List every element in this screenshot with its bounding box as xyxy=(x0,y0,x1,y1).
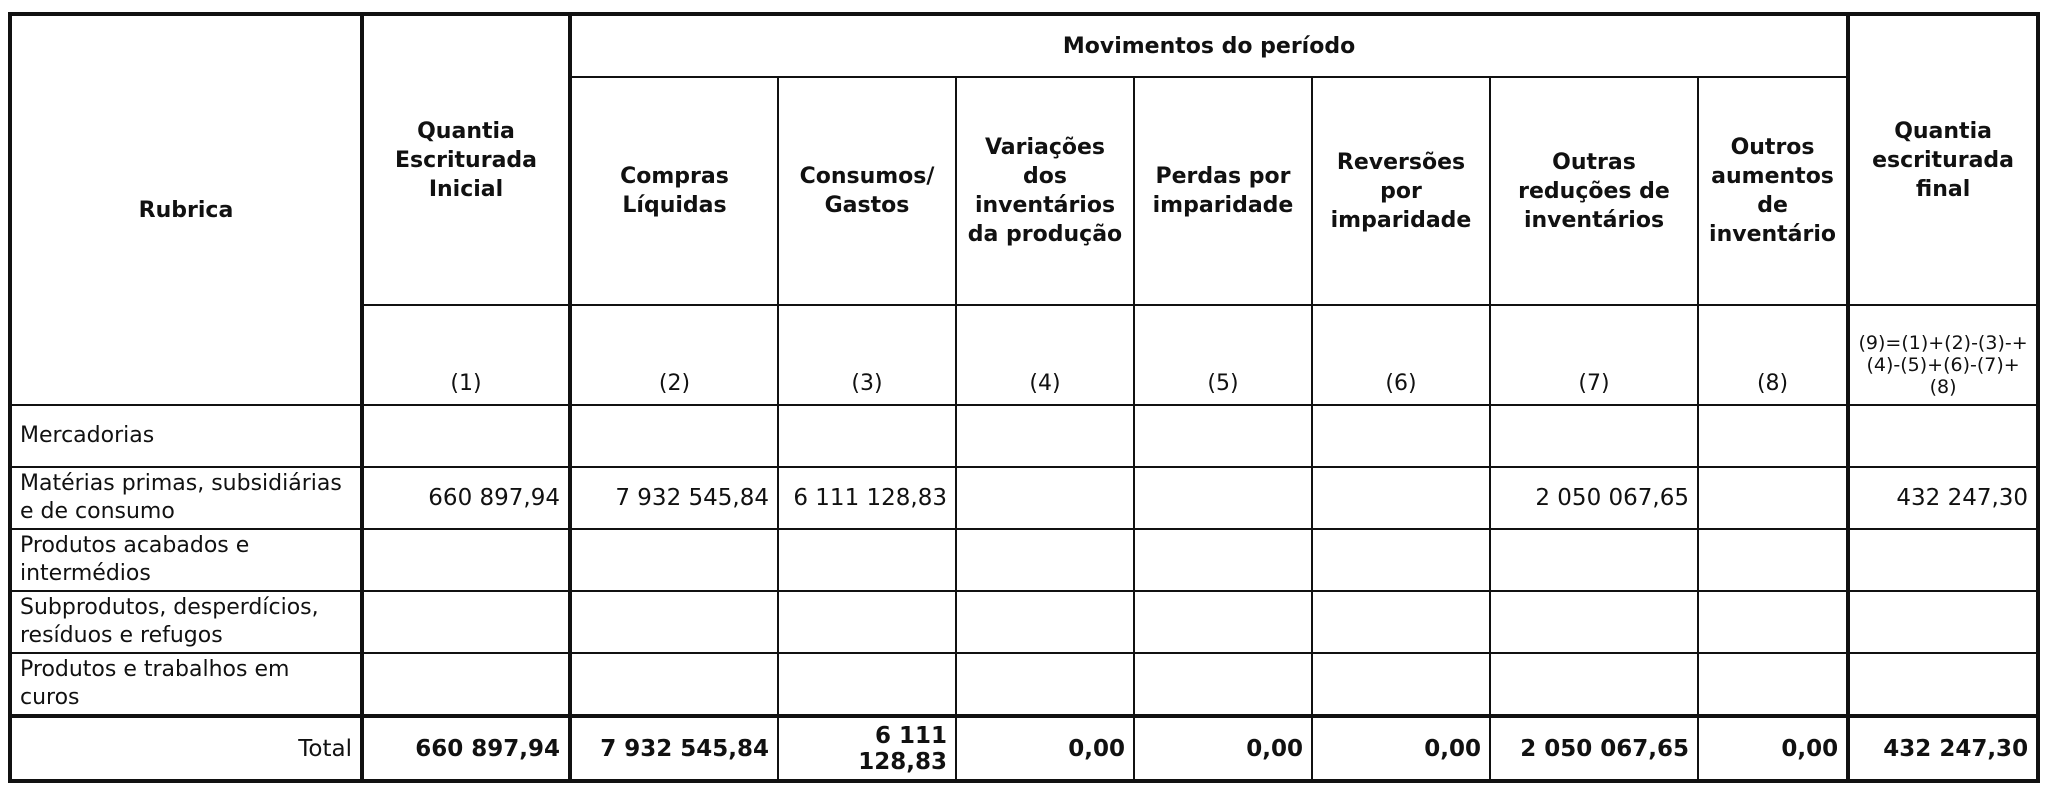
cell-quantia-inicial xyxy=(362,653,570,716)
table-row xyxy=(10,591,2038,653)
cell-outros-aumentos xyxy=(1698,467,1848,529)
header-quantia-inicial: Quantia Escriturada Inicial xyxy=(362,14,570,305)
row-label: Produtos acabados e intermédios xyxy=(10,529,362,591)
cell-outros-aumentos xyxy=(1698,529,1848,591)
cell-compras: 7 932 545,84 xyxy=(570,467,778,529)
column-number-1: (1) xyxy=(362,305,570,405)
header-quantia-final: Quantia escriturada final xyxy=(1848,14,2038,305)
total-outras-reducoes: 2 050 067,65 xyxy=(1490,716,1698,781)
total-perdas: 0,00 xyxy=(1134,716,1312,781)
cell-compras xyxy=(570,405,778,467)
column-number-4: (4) xyxy=(956,305,1134,405)
column-number-3: (3) xyxy=(778,305,956,405)
cell-variacoes xyxy=(956,405,1134,467)
header-reversoes: Reversões por imparidade xyxy=(1312,77,1490,305)
cell-outros-aumentos xyxy=(1698,591,1848,653)
cell-reversoes xyxy=(1312,653,1490,716)
row-label: Produtos e trabalhos em curos xyxy=(10,653,362,716)
cell-consumos xyxy=(778,591,956,653)
cell-perdas xyxy=(1134,529,1312,591)
header-outros-aumentos: Outros aumentos de inventário xyxy=(1698,77,1848,305)
cell-outros-aumentos xyxy=(1698,405,1848,467)
row-label: Mercadorias xyxy=(10,405,362,467)
cell-outras-reducoes xyxy=(1490,405,1698,467)
total-row xyxy=(10,716,2038,781)
cell-quantia-final xyxy=(1848,405,2038,467)
header-variacoes: Variações dos inventários da produção xyxy=(956,77,1134,305)
cell-compras xyxy=(570,529,778,591)
total-label: Total xyxy=(10,716,362,781)
cell-quantia-inicial xyxy=(362,405,570,467)
header-outras-reducoes: Outras reduções de inventários xyxy=(1490,77,1698,305)
table-body xyxy=(10,405,2038,781)
row-label: Matérias primas, subsidiárias e de consumo xyxy=(10,467,362,529)
cell-variacoes xyxy=(956,529,1134,591)
cell-consumos: 6 111 128,83 xyxy=(778,467,956,529)
total-reversoes: 0,00 xyxy=(1312,716,1490,781)
cell-perdas xyxy=(1134,591,1312,653)
column-number-5: (5) xyxy=(1134,305,1312,405)
cell-consumos xyxy=(778,529,956,591)
cell-variacoes xyxy=(956,591,1134,653)
cell-outros-aumentos xyxy=(1698,653,1848,716)
cell-outras-reducoes xyxy=(1490,529,1698,591)
column-number-7: (7) xyxy=(1490,305,1698,405)
cell-outras-reducoes xyxy=(1490,591,1698,653)
total-quantia-inicial: 660 897,94 xyxy=(362,716,570,781)
header-rubrica: Rubrica xyxy=(10,14,362,405)
cell-reversoes xyxy=(1312,591,1490,653)
inventory-movements-table xyxy=(8,12,2040,783)
cell-reversoes xyxy=(1312,467,1490,529)
cell-quantia-inicial: 660 897,94 xyxy=(362,467,570,529)
header-perdas: Perdas por imparidade xyxy=(1134,77,1312,305)
cell-outras-reducoes xyxy=(1490,653,1698,716)
cell-perdas xyxy=(1134,467,1312,529)
cell-variacoes xyxy=(956,653,1134,716)
cell-quantia-inicial xyxy=(362,529,570,591)
header-movimentos: Movimentos do período xyxy=(570,14,1848,77)
column-number-8: (8) xyxy=(1698,305,1848,405)
table-row xyxy=(10,529,2038,591)
column-number-9-formula: (9)=(1)+(2)-(3)-+(4)-(5)+(6)-(7)+(8) xyxy=(1848,305,2038,405)
cell-consumos xyxy=(778,653,956,716)
cell-compras xyxy=(570,653,778,716)
cell-quantia-final xyxy=(1848,653,2038,716)
total-consumos: 6 111 128,83 xyxy=(778,716,956,781)
cell-reversoes xyxy=(1312,405,1490,467)
cell-quantia-final: 432 247,30 xyxy=(1848,467,2038,529)
total-quantia-final: 432 247,30 xyxy=(1848,716,2038,781)
column-number-2: (2) xyxy=(570,305,778,405)
cell-compras xyxy=(570,591,778,653)
cell-quantia-final xyxy=(1848,529,2038,591)
column-number-6: (6) xyxy=(1312,305,1490,405)
cell-perdas xyxy=(1134,653,1312,716)
cell-quantia-inicial xyxy=(362,591,570,653)
table-row xyxy=(10,653,2038,716)
cell-consumos xyxy=(778,405,956,467)
total-compras: 7 932 545,84 xyxy=(570,716,778,781)
header-compras: Compras Líquidas xyxy=(570,77,778,305)
cell-quantia-final xyxy=(1848,591,2038,653)
cell-reversoes xyxy=(1312,529,1490,591)
table-row xyxy=(10,405,2038,467)
total-variacoes: 0,00 xyxy=(956,716,1134,781)
header-consumos: Consumos/ Gastos xyxy=(778,77,956,305)
cell-outras-reducoes: 2 050 067,65 xyxy=(1490,467,1698,529)
table-row xyxy=(10,467,2038,529)
cell-perdas xyxy=(1134,405,1312,467)
total-outros-aumentos: 0,00 xyxy=(1698,716,1848,781)
row-label: Subprodutos, desperdícios, resíduos e refugos xyxy=(10,591,362,653)
cell-variacoes xyxy=(956,467,1134,529)
